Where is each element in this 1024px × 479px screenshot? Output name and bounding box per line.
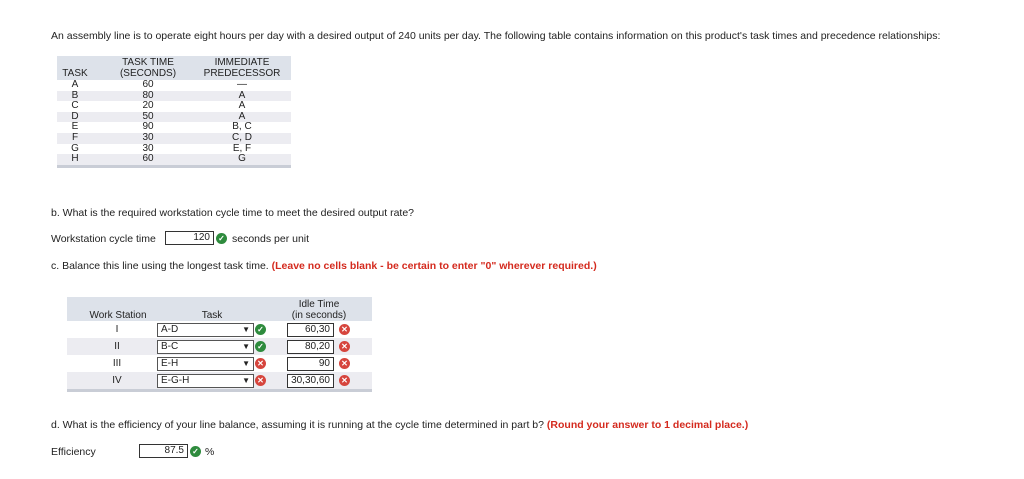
station-label: III [112,358,122,369]
task-cell: D [71,110,79,122]
table-row [67,321,372,338]
predecessor-cell: A [238,110,246,122]
table-row [57,80,291,91]
table-row [67,338,372,355]
station-label: I [115,324,119,335]
question-d-instruction: (Round your answer to 1 decimal place.) [546,419,749,431]
question-c-text: c. Balance this line using the longest task time. [51,260,269,272]
predecessor-header-line1: IMMEDIATE [214,57,270,68]
predecessor-cell: A [238,89,246,101]
cycle-time-input[interactable]: 120 [165,231,214,245]
task-cell: F [71,131,79,143]
cycle-time-label: Workstation cycle time [51,233,156,245]
efficiency-unit: % [205,446,215,458]
check-circle-icon: ✓ [190,446,201,457]
task-cell: A [71,79,79,90]
time-cell: 60 [142,79,154,90]
task-time-header-line2: (SECONDS) [119,68,177,79]
time-cell: 80 [142,89,154,101]
task-select[interactable] [157,374,254,388]
table-row [67,355,372,372]
chevron-down-icon: ▼ [242,325,250,334]
time-cell: 30 [142,142,154,154]
check-circle-icon: ✓ [216,233,227,244]
table-row [67,372,372,389]
efficiency-label: Efficiency [51,446,96,458]
predecessor-cell: B, C [232,121,252,133]
task-cell: G [71,142,79,154]
table-row [57,122,291,133]
time-cell: 20 [142,100,154,112]
problem-intro: An assembly line is to operate eight hours per day with a desired output of 240 units per day. The following table contains information on this product's task times and precedence relationships: [51,30,941,42]
task-cell: B [71,89,79,101]
table-bottom-border [57,165,291,168]
time-cell: 60 [142,153,154,165]
predecessor-header-line2: PREDECESSOR [203,68,281,79]
predecessor-cell: G [238,153,246,165]
idle-time-header-line2: (in seconds) [291,310,347,321]
station-label: IV [112,375,122,386]
task-select[interactable] [157,340,254,354]
idle-time-input[interactable]: 90 [287,357,334,371]
chevron-down-icon: ▼ [242,376,250,385]
question-c [51,260,597,272]
task-table [57,56,291,168]
task-table-header [57,56,291,80]
predecessor-cell: — [237,79,247,90]
predecessor-cell: A [238,100,246,112]
table-row [57,91,291,102]
check-circle-icon: ✓ [255,341,266,352]
chevron-down-icon: ▼ [242,342,250,351]
time-cell: 50 [142,110,154,122]
idle-time-input[interactable]: 60,30 [287,323,334,337]
task-select[interactable] [157,323,254,337]
question-b: b. What is the required workstation cycle time to meet the desired output rate? [51,207,415,219]
balance-table-bottom-border [67,389,372,392]
idle-time-input[interactable]: 80,20 [287,340,334,354]
question-c-instruction: (Leave no cells blank - be certain to enter "0" wherever required.) [271,260,597,272]
task-select-value: A-D [161,324,179,335]
time-cell: 90 [142,121,154,133]
task-cell: E [71,121,79,133]
question-d [51,419,748,431]
x-circle-icon: ✕ [339,341,350,352]
x-circle-icon: ✕ [339,358,350,369]
task-select[interactable] [157,357,254,371]
chevron-down-icon: ▼ [242,359,250,368]
efficiency-input[interactable]: 87.5 [139,444,188,458]
x-circle-icon: ✕ [339,324,350,335]
balance-table [67,297,372,392]
cycle-time-unit: seconds per unit [232,233,310,245]
balance-table-header [67,297,372,321]
station-label: II [114,341,120,352]
task-select-value: E-G-H [161,375,190,386]
task-header: Task [201,310,223,321]
idle-time-input[interactable]: 30,30,60 [287,374,334,388]
table-row [57,101,291,112]
table-row [57,112,291,123]
predecessor-cell: C, D [232,131,252,143]
task-column-header: TASK [62,68,88,79]
x-circle-icon: ✕ [255,358,266,369]
table-row [57,144,291,155]
work-station-header: Work Station [89,310,147,321]
x-circle-icon: ✕ [339,375,350,386]
task-select-value: E-H [161,358,179,369]
task-cell: H [71,153,79,165]
question-d-text: d. What is the efficiency of your line balance, assuming it is running at the cycle time determined in part b? [51,419,544,431]
task-select-value: B-C [161,341,179,352]
task-cell: C [71,100,79,112]
table-row [57,133,291,144]
table-row [57,154,291,165]
check-circle-icon: ✓ [255,324,266,335]
predecessor-cell: E, F [232,142,252,154]
time-cell: 30 [142,131,154,143]
idle-time-header-line1: Idle Time [298,299,340,310]
task-time-header-line1: TASK TIME [122,57,174,68]
x-circle-icon: ✕ [255,375,266,386]
